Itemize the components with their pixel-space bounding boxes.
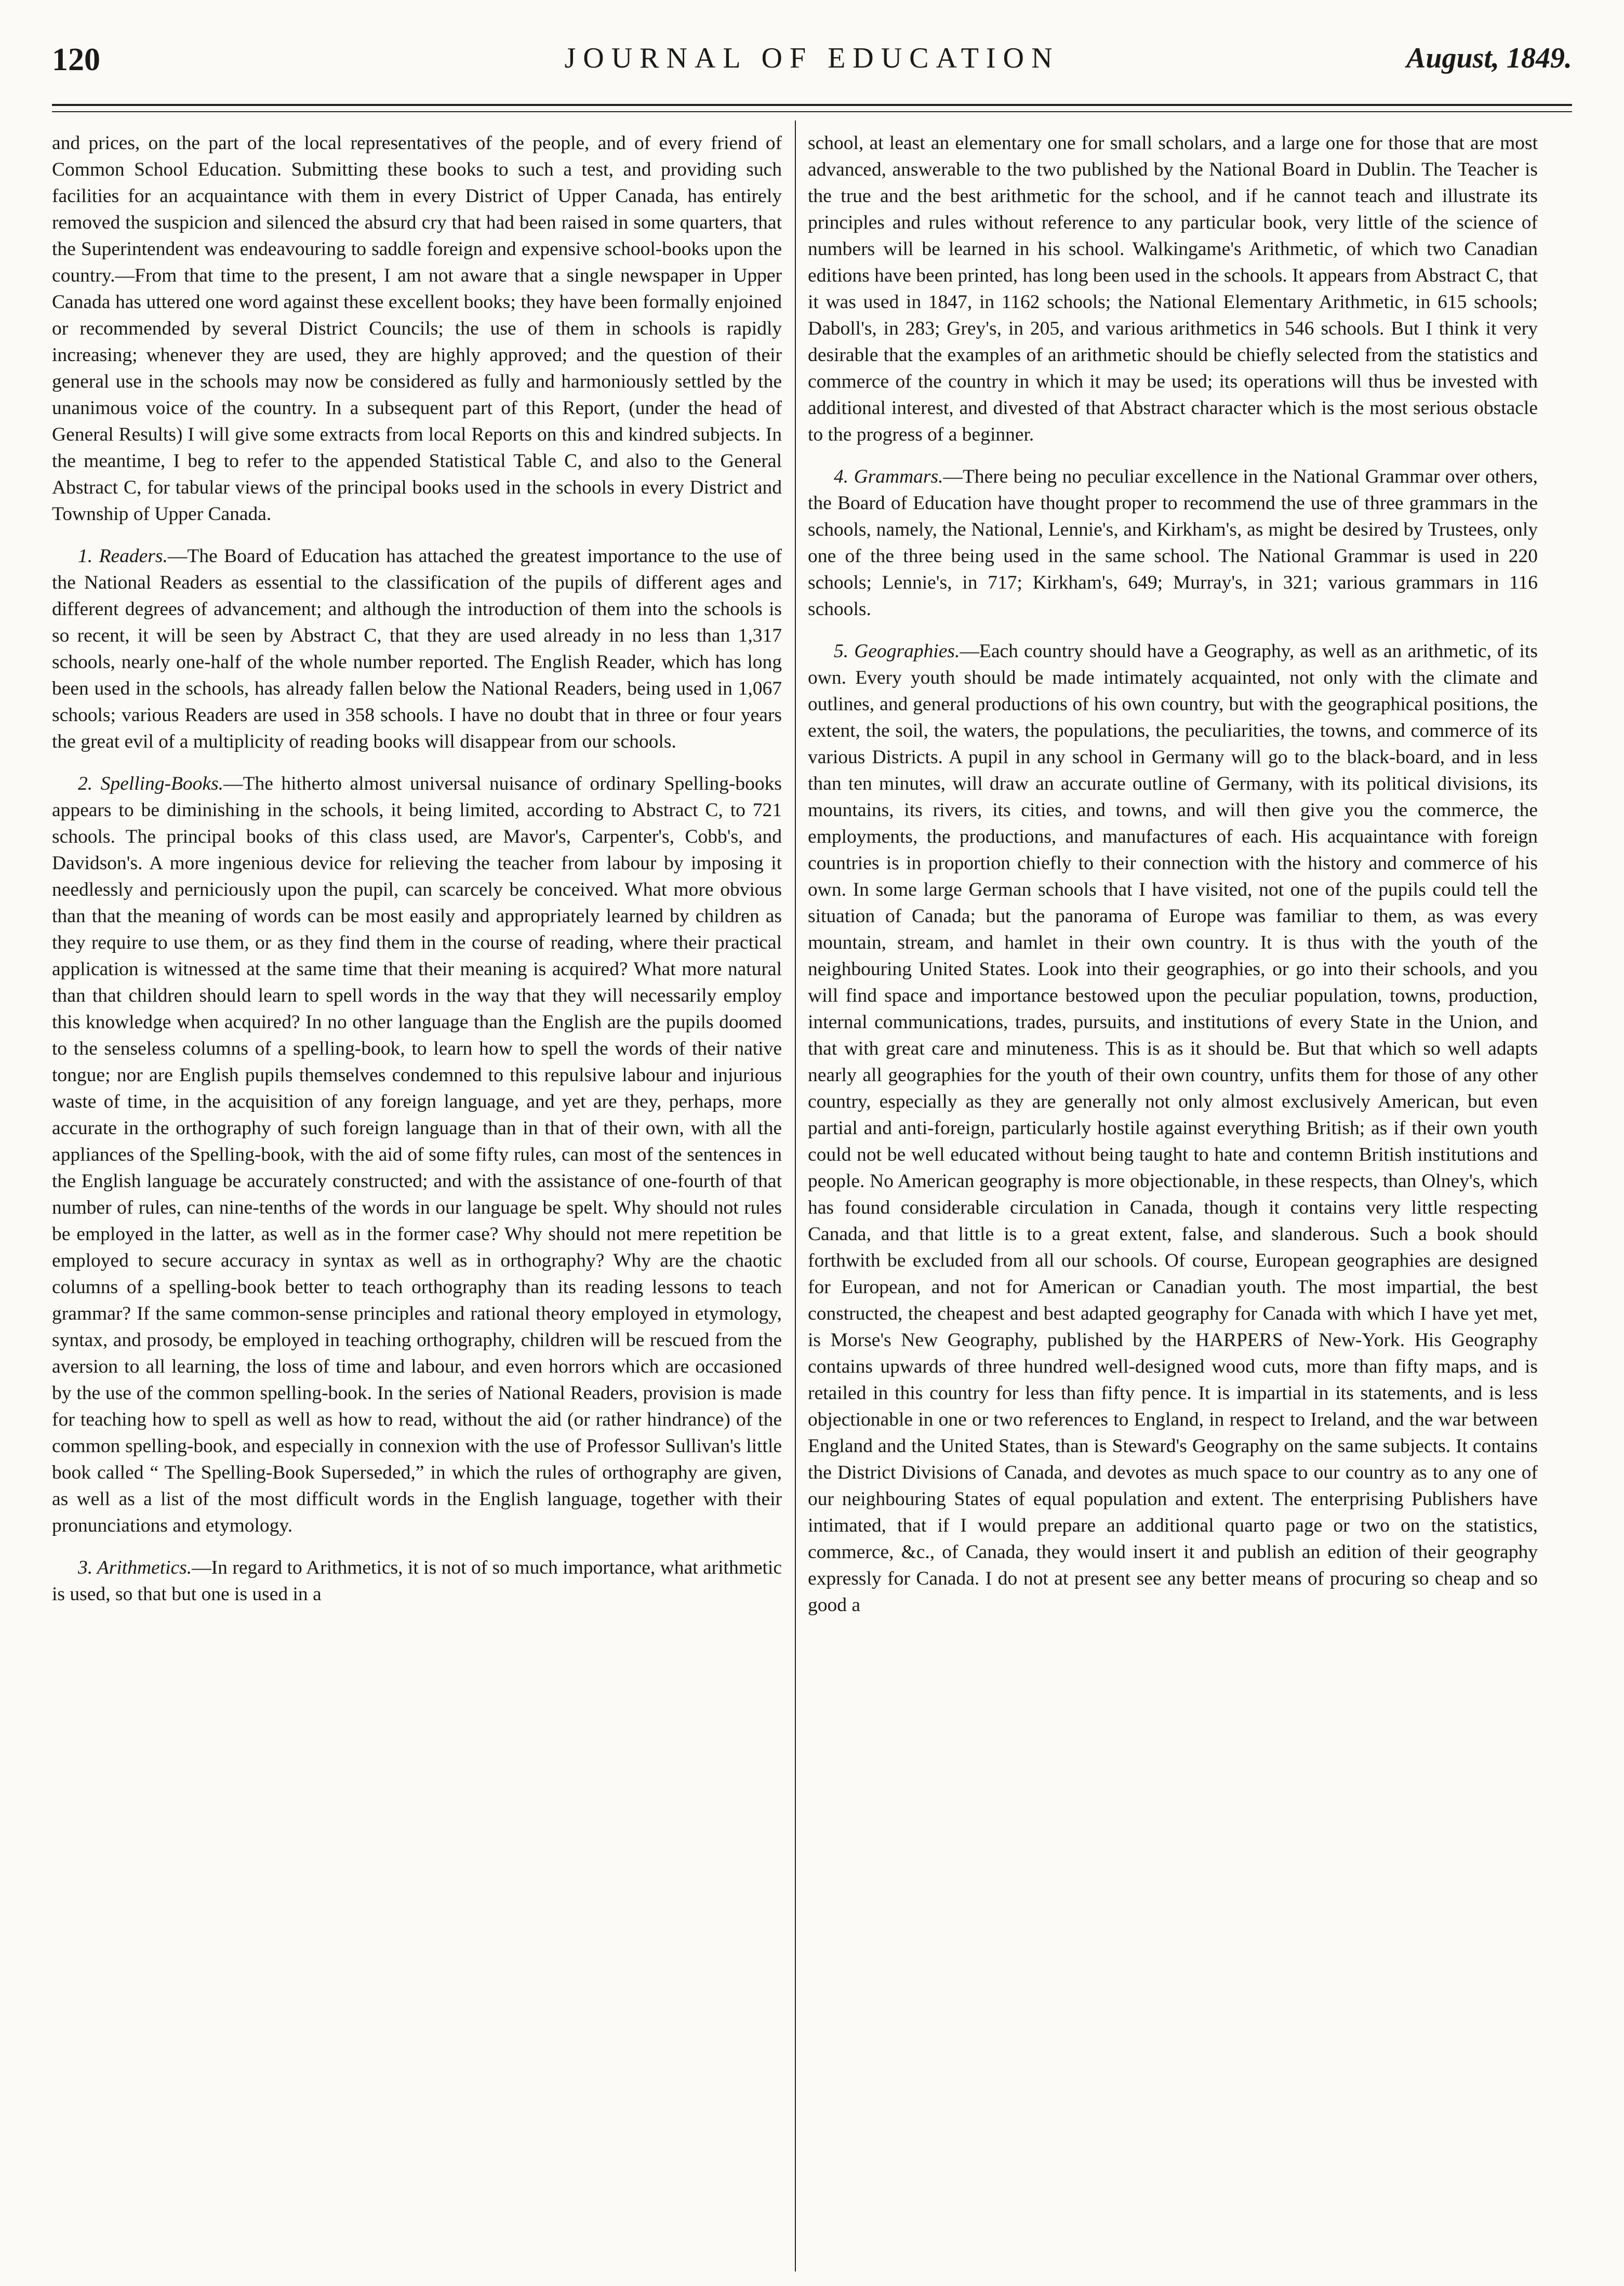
paragraph-grammars xyxy=(808,463,1538,622)
column-divider xyxy=(795,121,796,2271)
paragraph-body: —In regard to Arithmetics, it is not of so much importance, what arithmetic is used, so that but one is used in a xyxy=(52,1557,782,1605)
section-heading-spelling-books: 2. Spelling-Books. xyxy=(78,773,224,794)
paragraph-continuation: and prices, on the part of the local representatives of the people, and of every friend of Common School Education. Submitting these books to such a test, and providing such facilities for an acquaintance with them in every District of Upper Canada, has entirely removed the suspicion and silenced the absurd cry that had been raised in some quarters, that the Superintendent was endeavouring to saddle foreign and expensive school-books upon the country.—From that time to the present, I am not aware that a single newspaper in Upper Canada has uttered one word against these excellent books; they have been formally enjoined or recommended by several District Councils; the use of them in schools is rapidly increasing; whenever they are used, they are highly approved; and the question of their general use in the schools may now be considered as fully and harmoniously settled by the unanimous voice of the country. In a subsequent part of this Report, (under the head of General Results) I will give some extracts from local Reports on this and kindred subjects. In the meantime, I beg to refer to the appended Statistical Table C, and also to the General Abstract C, for tabular views of the principal books used in the schools in every District and Township of Upper Canada. xyxy=(52,132,782,525)
paragraph-body: —The Board of Education has attached the greatest importance to the use of the National Readers as essential to the classification of the pupils of different ages and different degrees of advancement; and although the introduction of them into the schools is so recent, it will be seen by Abstract C, that they are used already in no less than 1,317 schools, nearly one-half of the whole number reported. The English Reader, which has long been used in the schools, has already fallen below the National Readers, being used in 1,067 schools; various Readers are used in 358 schools. I have no doubt that in three or four years the great evil of a multiplicity of reading books will disappear from our schools. xyxy=(52,546,782,752)
section-heading-geographies: 5. Geographies. xyxy=(834,641,960,662)
journal-title: JOURNAL OF EDUCATION xyxy=(564,42,1060,74)
issue-date: August, 1849. xyxy=(1406,42,1572,74)
left-column xyxy=(52,130,782,2260)
section-heading-readers: 1. Readers. xyxy=(78,546,168,567)
paragraph-body: —Each country should have a Geography, as well as an arithmetic, of its own. Every youth should be made intimately acquainted, not only with the climate and outlines, and general productions of his own country, but with the geographical positions, the extent, the soil, the waters, the populations, the peculiarities, the towns, and commerce of its various Districts. A pupil in any school in Germany will go to the black-board, and in less than ten minutes, will draw an accurate outline of Germany, with its political divisions, its mountains, its rivers, its cities, and towns, and will then give you the commerce, the employments, the productions, and manufactures of each. His acquaintance with foreign countries is in proportion chiefly to their connection with the history and commerce of his own. In some large German schools that I have visited, not one of the pupils could tell the situation of Canada; but the panorama of Europe was familiar to them, as was every mountain, stream, and hamlet in their own country. It is thus with the youth of the neighbouring United States. Look into their geographies, or go into their schools, and you will find space and importance bestowed upon the peculiar population, towns, production, internal communications, trades, pursuits, and institutions of every State in the Union, and that with great care and minuteness. This is as it should be. But that which so well adapts nearly all geographies for the youth of their own country, unfits them for those of any other country, especially as they are generally not only almost exclusively American, but even partial and anti-foreign, particularly hostile against everything British; as if their own youth could not be well educated without being taught to hate and contemn British institutions and people. No American geography is more objectionable, in these respects, than Olney's, which has found considerable circulation in Canada, though it contains very little respecting Canada, and that little is to a great extent, false, and slanderous. Such a book should forthwith be excluded from all our schools. Of course, European geographies are designed for European, and not for American or Canadian youth. The most impartial, the best constructed, the cheapest and best adapted geography for Canada with which I have yet met, is Morse's New Geography, published by the HARPERS of New-York. His Geography contains upwards of three hundred well-designed wood cuts, more than fifty maps, and is retailed in this country for less than fifty pence. It is impartial in its statements, and is less objectionable in one or two references to England, in respect to Ireland, and the war between England and the United States, than is Steward's Geography on the same subjects. It contains the District Divisions of Canada, and devotes as much space to our country as to any one of our neighbouring States of equal population and extent. The enterprising Publishers have intimated, that if I would prepare an additional quarto page or two on the statistics, commerce, &c., of Canada, they would insert it and publish an edition of their geography expressly for Canada. I do not at present see any better means of procuring so cheap and so good a xyxy=(808,641,1538,1616)
section-heading-grammars: 4. Grammars. xyxy=(834,466,943,487)
page-number: 120 xyxy=(52,42,100,77)
header-rule-thin xyxy=(52,111,1572,112)
paragraph-body: —The hitherto almost universal nuisance of ordinary Spelling-books appears to be diminishing in the schools, it being limited, according to Abstract C, to 721 schools. The principal books of this class used, are Mavor's, Carpenter's, Cobb's, and Davidson's. A more ingenious device for relieving the teacher from labour by imposing it needlessly and perniciously upon the pupil, can scarcely be conceived. What more obvious than that the meaning of words can be most easily and appropriately learned by children as they require to use them, or as they find them in the course of reading, where their practical application is witnessed at the same time that their meaning is acquired? What more natural than that children should learn to spell words in the way that they will necessarily employ this knowledge when acquired? In no other language than the English are the pupils doomed to the senseless columns of a spelling-book, to learn how to spell the words of their native tongue; nor are English pupils themselves condemned to this repulsive labour and injurious waste of time, in the acquisition of any foreign language, and yet are they, perhaps, more accurate in the orthography of such foreign language than in that of their own, with all the appliances of the Spelling-book, with the aid of some fifty rules, can most of the sentences in the English language be accurately constructed; and with the assistance of one-fourth of that number of rules, can nine-tenths of the words in our language be spelt. Why should not rules be employed in the latter, as well as in the former case? Why should not mere repetition be employed to secure accuracy in syntax as well as in orthography? Why are the chaotic columns of a spelling-book better to teach orthography than its reading lessons to teach grammar? If the same common-sense principles and rational theory employed in etymology, syntax, and prosody, be employed in teaching orthography, children will be rescued from the aversion to all learning, the loss of time and labour, and even horrors which are occasioned by the use of the common spelling-book. In the series of National Readers, provision is made for teaching how to spell as well as how to read, without the aid (or rather hindrance) of the common spelling-book, and especially in connexion with the use of Professor Sullivan's little book called “ The Spelling-Book Superseded,” in which the rules of orthography are given, as well as a list of the most difficult words in the English language, together with their pronunciations and etymology. xyxy=(52,773,782,1536)
paragraph-geographies xyxy=(808,638,1538,1618)
paragraph-arithmetics xyxy=(52,1554,782,1607)
paragraph-continuation: school, at least an elementary one for small scholars, and a large one for those that are most advanced, answerable to the two published by the National Board in Dublin. The Teacher is the true and the best arithmetic for the school, and if he cannot teach and illustrate its principles and rules without reference to any particular book, very little of the science of numbers will be learned in his school. Walkingame's Arithmetic, of which two Canadian editions have been printed, has long been used in the schools. It appears from Abstract C, that it was used in 1847, in 1162 schools; the National Elementary Arithmetic, in 615 schools; Daboll's, in 283; Grey's, in 205, and various arithmetics in 546 schools. But I think it very desirable that the examples of an arithmetic should be chiefly selected from the statistics and commerce of the country in which it may be used; its operations will thus be invested with additional interest, and divested of that Abstract character which is the most serious obstacle to the progress of a beginner. xyxy=(808,132,1538,445)
paragraph-readers xyxy=(52,543,782,755)
page-header xyxy=(52,30,1572,87)
right-column xyxy=(808,130,1538,2260)
paragraph-spelling-books xyxy=(52,770,782,1539)
header-rule-thick xyxy=(52,104,1572,106)
section-heading-arithmetics: 3. Arithmetics. xyxy=(78,1557,192,1578)
paragraph-body: —There being no peculiar excellence in the National Grammar over others, the Board of Education have thought proper to recommend the use of three grammars in the schools, namely, the National, Lennie's, and Kirkham's, as might be desired by Trustees, only one of the three being used in the same school. The National Grammar is used in 220 schools; Lennie's, in 717; Kirkham's, 649; Murray's, in 321; various grammars in 116 schools. xyxy=(808,466,1538,620)
